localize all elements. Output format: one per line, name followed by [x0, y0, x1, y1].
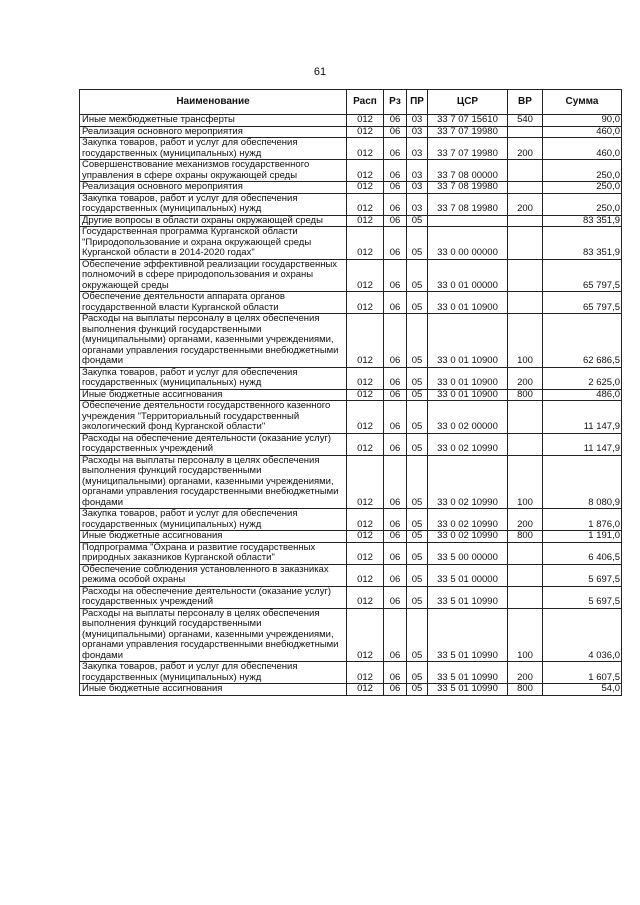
- row-pr-cell: 03: [407, 193, 428, 215]
- table-row: [80, 564, 622, 586]
- table-row: [80, 314, 622, 368]
- row-name-cell: Расходы на выплаты персоналу в целях обеспечения выполнения функций государственными (муниципальными) органами, казенными учреждениями, органами управления государственными внебюджетными фондами: [80, 314, 347, 368]
- row-pr-cell: 03: [407, 138, 428, 160]
- row-rz-cell: 06: [384, 367, 407, 389]
- row-rasp-cell: 012: [347, 531, 384, 543]
- row-rasp-cell: 012: [347, 542, 384, 564]
- table-row: [80, 367, 622, 389]
- table-row: [80, 115, 622, 127]
- column-header-sum: Сумма: [543, 90, 622, 115]
- row-rasp-cell: 012: [347, 389, 384, 401]
- row-name-cell: Совершенствование механизмов государственного управления в сфере охраны окружающей среды: [80, 160, 347, 182]
- row-name-cell: Закупка товаров, работ и услуг для обеспечения государственных (муниципальных) нужд: [80, 193, 347, 215]
- row-csr-cell: 33 5 01 10990: [428, 608, 508, 662]
- column-header-csr: ЦСР: [428, 90, 508, 115]
- row-pr-cell: 05: [407, 564, 428, 586]
- row-sum-cell: 90,0: [543, 115, 622, 127]
- row-sum-cell: 62 686,5: [543, 314, 622, 368]
- row-sum-cell: 11 147,9: [543, 401, 622, 434]
- row-rasp-cell: 012: [347, 367, 384, 389]
- row-rasp-cell: 012: [347, 314, 384, 368]
- row-rz-cell: 06: [384, 564, 407, 586]
- column-header-rasp: Расп: [347, 90, 384, 115]
- row-sum-cell: 1 607,5: [543, 662, 622, 684]
- row-sum-cell: 65 797,5: [543, 259, 622, 292]
- table-row: [80, 684, 622, 696]
- row-name-cell: Закупка товаров, работ и услуг для обеспечения государственных (муниципальных) нужд: [80, 662, 347, 684]
- row-rz-cell: 06: [384, 684, 407, 696]
- row-vr-cell: 200: [508, 193, 543, 215]
- row-vr-cell: [508, 259, 543, 292]
- row-csr-cell: 33 0 01 00000: [428, 259, 508, 292]
- row-name-cell: Государственная программа Курганской области "Природопользование и охрана окружающей среды Курганской области в 2014-2020 годах": [80, 227, 347, 260]
- row-pr-cell: 05: [407, 215, 428, 227]
- row-csr-cell: 33 7 08 00000: [428, 160, 508, 182]
- row-sum-cell: 5 697,5: [543, 564, 622, 586]
- table-row: [80, 542, 622, 564]
- row-name-cell: Обеспечение эффективной реализации государственных полномочий в сфере природопользования и охраны окружающей среды: [80, 259, 347, 292]
- table-header-row: [80, 90, 622, 115]
- row-vr-cell: [508, 401, 543, 434]
- row-rz-cell: 06: [384, 509, 407, 531]
- row-csr-cell: 33 0 02 10990: [428, 509, 508, 531]
- row-rz-cell: 06: [384, 182, 407, 194]
- table-row: [80, 160, 622, 182]
- row-rasp-cell: 012: [347, 401, 384, 434]
- row-vr-cell: [508, 126, 543, 138]
- row-name-cell: Обеспечение деятельности государственного казенного учреждения "Территориальный государственный экологический фонд Курганской области": [80, 401, 347, 434]
- row-vr-cell: 200: [508, 509, 543, 531]
- table-row: [80, 455, 622, 509]
- row-csr-cell: 33 0 01 10900: [428, 292, 508, 314]
- row-vr-cell: 200: [508, 138, 543, 160]
- row-pr-cell: 05: [407, 455, 428, 509]
- row-pr-cell: 05: [407, 367, 428, 389]
- row-name-cell: Обеспечение соблюдения установленного в заказниках режима особой охраны: [80, 564, 347, 586]
- row-vr-cell: [508, 564, 543, 586]
- row-csr-cell: 33 5 01 10990: [428, 586, 508, 608]
- table-row: [80, 138, 622, 160]
- row-sum-cell: 1 876,0: [543, 509, 622, 531]
- row-rasp-cell: 012: [347, 564, 384, 586]
- row-csr-cell: 33 0 01 10900: [428, 389, 508, 401]
- row-rasp-cell: 012: [347, 160, 384, 182]
- row-pr-cell: 03: [407, 126, 428, 138]
- row-vr-cell: 200: [508, 367, 543, 389]
- table-row: [80, 433, 622, 455]
- row-rz-cell: 06: [384, 193, 407, 215]
- table-row: [80, 182, 622, 194]
- row-rz-cell: 06: [384, 401, 407, 434]
- column-header-rz: Рз: [384, 90, 407, 115]
- row-vr-cell: [508, 160, 543, 182]
- column-header-pr: ПР: [407, 90, 428, 115]
- table-row: [80, 531, 622, 543]
- row-sum-cell: 5 697,5: [543, 586, 622, 608]
- row-pr-cell: 03: [407, 182, 428, 194]
- row-vr-cell: 100: [508, 314, 543, 368]
- row-pr-cell: 05: [407, 389, 428, 401]
- table-row: [80, 259, 622, 292]
- row-sum-cell: 2 625,0: [543, 367, 622, 389]
- page-number: 61: [313, 66, 327, 78]
- row-rasp-cell: 012: [347, 193, 384, 215]
- row-sum-cell: 460,0: [543, 126, 622, 138]
- row-pr-cell: 05: [407, 531, 428, 543]
- row-name-cell: Расходы на выплаты персоналу в целях обеспечения выполнения функций государственными (муниципальными) органами, казенными учреждениями, органами управления государственными внебюджетными фондами: [80, 455, 347, 509]
- row-pr-cell: 03: [407, 160, 428, 182]
- row-rasp-cell: 012: [347, 126, 384, 138]
- row-rz-cell: 06: [384, 455, 407, 509]
- row-rz-cell: 06: [384, 389, 407, 401]
- row-vr-cell: 540: [508, 115, 543, 127]
- row-pr-cell: 05: [407, 292, 428, 314]
- row-vr-cell: [508, 215, 543, 227]
- row-sum-cell: 8 080,9: [543, 455, 622, 509]
- row-rz-cell: 06: [384, 138, 407, 160]
- row-csr-cell: 33 0 02 00000: [428, 401, 508, 434]
- row-pr-cell: 05: [407, 586, 428, 608]
- row-sum-cell: 1 191,0: [543, 531, 622, 543]
- row-csr-cell: [428, 215, 508, 227]
- row-rz-cell: 06: [384, 292, 407, 314]
- row-rz-cell: 06: [384, 160, 407, 182]
- table-row: [80, 509, 622, 531]
- table-row: [80, 126, 622, 138]
- row-vr-cell: [508, 433, 543, 455]
- row-pr-cell: 05: [407, 433, 428, 455]
- row-vr-cell: 800: [508, 531, 543, 543]
- row-name-cell: Реализация основного мероприятия: [80, 126, 347, 138]
- row-rz-cell: 06: [384, 433, 407, 455]
- row-vr-cell: 800: [508, 389, 543, 401]
- row-csr-cell: 33 7 07 19980: [428, 126, 508, 138]
- row-vr-cell: 200: [508, 662, 543, 684]
- row-name-cell: Подпрограмма "Охрана и развитие государственных природных заказников Курганской области": [80, 542, 347, 564]
- row-rasp-cell: 012: [347, 259, 384, 292]
- row-pr-cell: 05: [407, 314, 428, 368]
- row-rasp-cell: 012: [347, 509, 384, 531]
- table-row: [80, 608, 622, 662]
- row-rasp-cell: 012: [347, 455, 384, 509]
- row-pr-cell: 05: [407, 259, 428, 292]
- row-rz-cell: 06: [384, 662, 407, 684]
- row-rasp-cell: 012: [347, 608, 384, 662]
- row-name-cell: Иные межбюджетные трансферты: [80, 115, 347, 127]
- row-rasp-cell: 012: [347, 182, 384, 194]
- row-sum-cell: 250,0: [543, 182, 622, 194]
- row-csr-cell: 33 0 00 00000: [428, 227, 508, 260]
- row-rz-cell: 06: [384, 115, 407, 127]
- row-rz-cell: 06: [384, 314, 407, 368]
- row-pr-cell: 05: [407, 227, 428, 260]
- row-name-cell: Реализация основного мероприятия: [80, 182, 347, 194]
- row-rasp-cell: 012: [347, 662, 384, 684]
- table-row: [80, 389, 622, 401]
- budget-table: [79, 89, 622, 696]
- row-pr-cell: 05: [407, 662, 428, 684]
- row-csr-cell: 33 5 01 10990: [428, 684, 508, 696]
- row-rz-cell: 06: [384, 542, 407, 564]
- row-csr-cell: 33 0 01 10900: [428, 314, 508, 368]
- row-sum-cell: 250,0: [543, 193, 622, 215]
- table-row: [80, 227, 622, 260]
- row-rasp-cell: 012: [347, 586, 384, 608]
- row-name-cell: Иные бюджетные ассигнования: [80, 389, 347, 401]
- column-header-name: Наименование: [80, 90, 347, 115]
- row-pr-cell: 03: [407, 115, 428, 127]
- row-sum-cell: 4 036,0: [543, 608, 622, 662]
- row-sum-cell: 460,0: [543, 138, 622, 160]
- row-rasp-cell: 012: [347, 138, 384, 160]
- row-rz-cell: 06: [384, 259, 407, 292]
- row-vr-cell: [508, 292, 543, 314]
- row-pr-cell: 05: [407, 401, 428, 434]
- row-csr-cell: 33 0 02 10990: [428, 455, 508, 509]
- row-rasp-cell: 012: [347, 433, 384, 455]
- table-row: [80, 401, 622, 434]
- row-sum-cell: 486,0: [543, 389, 622, 401]
- row-sum-cell: 83 351,9: [543, 215, 622, 227]
- row-vr-cell: [508, 586, 543, 608]
- row-name-cell: Закупка товаров, работ и услуг для обеспечения государственных (муниципальных) нужд: [80, 138, 347, 160]
- row-csr-cell: 33 0 01 10900: [428, 367, 508, 389]
- row-rz-cell: 06: [384, 608, 407, 662]
- row-sum-cell: 54,0: [543, 684, 622, 696]
- row-csr-cell: 33 5 01 10990: [428, 662, 508, 684]
- row-sum-cell: 83 351,9: [543, 227, 622, 260]
- row-sum-cell: 65 797,5: [543, 292, 622, 314]
- table-body: [80, 115, 622, 696]
- row-csr-cell: 33 5 01 00000: [428, 564, 508, 586]
- row-sum-cell: 250,0: [543, 160, 622, 182]
- row-rz-cell: 06: [384, 227, 407, 260]
- row-rasp-cell: 012: [347, 684, 384, 696]
- table-row: [80, 662, 622, 684]
- row-csr-cell: 33 7 08 19980: [428, 182, 508, 194]
- row-csr-cell: 33 7 08 19980: [428, 193, 508, 215]
- column-header-vr: ВР: [508, 90, 543, 115]
- row-pr-cell: 05: [407, 509, 428, 531]
- row-rz-cell: 06: [384, 586, 407, 608]
- row-csr-cell: 33 5 00 00000: [428, 542, 508, 564]
- row-pr-cell: 05: [407, 542, 428, 564]
- row-name-cell: Расходы на обеспечение деятельности (оказание услуг) государственных учреждений: [80, 586, 347, 608]
- row-rasp-cell: 012: [347, 115, 384, 127]
- row-rz-cell: 06: [384, 215, 407, 227]
- row-vr-cell: 800: [508, 684, 543, 696]
- row-name-cell: Закупка товаров, работ и услуг для обеспечения государственных (муниципальных) нужд: [80, 367, 347, 389]
- row-name-cell: Расходы на обеспечение деятельности (оказание услуг) государственных учреждений: [80, 433, 347, 455]
- row-name-cell: Иные бюджетные ассигнования: [80, 684, 347, 696]
- row-sum-cell: 6 406,5: [543, 542, 622, 564]
- row-sum-cell: 11 147,9: [543, 433, 622, 455]
- row-vr-cell: [508, 542, 543, 564]
- table-row: [80, 193, 622, 215]
- row-name-cell: Закупка товаров, работ и услуг для обеспечения государственных (муниципальных) нужд: [80, 509, 347, 531]
- row-csr-cell: 33 0 02 10990: [428, 433, 508, 455]
- row-rz-cell: 06: [384, 531, 407, 543]
- row-vr-cell: 100: [508, 608, 543, 662]
- row-rasp-cell: 012: [347, 215, 384, 227]
- row-name-cell: Иные бюджетные ассигнования: [80, 531, 347, 543]
- row-csr-cell: 33 0 02 10990: [428, 531, 508, 543]
- row-pr-cell: 05: [407, 608, 428, 662]
- table-row: [80, 215, 622, 227]
- row-name-cell: Расходы на выплаты персоналу в целях обеспечения выполнения функций государственными (муниципальными) органами, казенными учреждениями, органами управления государственными внебюджетными фондами: [80, 608, 347, 662]
- row-name-cell: Обеспечение деятельности аппарата органов государственной власти Курганской области: [80, 292, 347, 314]
- row-vr-cell: [508, 182, 543, 194]
- row-rz-cell: 06: [384, 126, 407, 138]
- row-rasp-cell: 012: [347, 292, 384, 314]
- row-csr-cell: 33 7 07 15610: [428, 115, 508, 127]
- row-vr-cell: 100: [508, 455, 543, 509]
- row-rasp-cell: 012: [347, 227, 384, 260]
- table-row: [80, 586, 622, 608]
- row-name-cell: Другие вопросы в области охраны окружающей среды: [80, 215, 347, 227]
- table-row: [80, 292, 622, 314]
- row-vr-cell: [508, 227, 543, 260]
- row-csr-cell: 33 7 07 19980: [428, 138, 508, 160]
- row-pr-cell: 05: [407, 684, 428, 696]
